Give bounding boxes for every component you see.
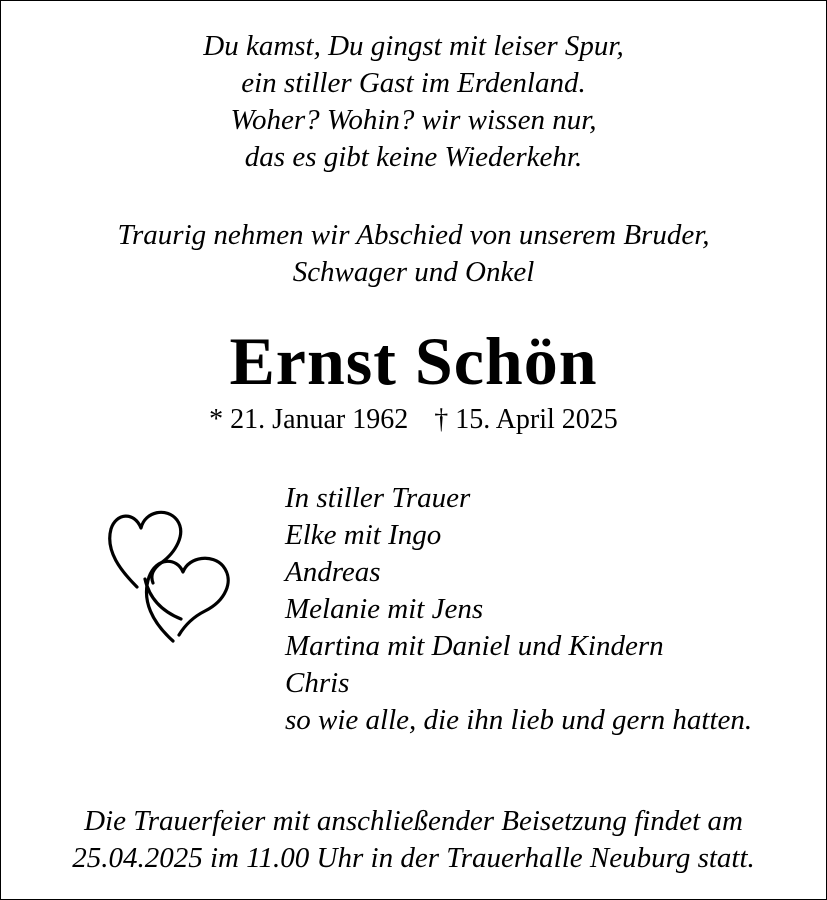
- mourner-line: so wie alle, die ihn lieb und gern hatten.: [285, 704, 753, 736]
- death-date: † 15. April 2025: [434, 404, 618, 435]
- poem-line-4: das es gibt keine Wiederkehr.: [244, 141, 583, 173]
- birth-date: * 21. Januar 1962: [209, 404, 409, 435]
- funeral-info-line-2: 25.04.2025 im 11.00 Uhr in der Trauerhalle Neuburg statt.: [72, 842, 755, 874]
- life-dates: [1, 403, 826, 437]
- mourner-line: Chris: [285, 667, 350, 699]
- funeral-info-line-1: Die Trauerfeier mit anschließender Beisetzung findet am: [84, 805, 743, 837]
- mourner-line: In stiller Trauer: [285, 482, 471, 514]
- mourner-line: Melanie mit Jens: [285, 593, 484, 625]
- poem-line-2: ein stiller Gast im Erdenland.: [241, 67, 586, 99]
- intro-line-2: Schwager und Onkel: [292, 256, 535, 288]
- mourner-line: Martina mit Daniel und Kindern: [285, 630, 664, 662]
- two-hearts-icon: [101, 501, 241, 646]
- deceased-name: Ernst Schön: [229, 323, 598, 399]
- mourners-list: [285, 480, 752, 739]
- poem-line-3: Woher? Wohin? wir wissen nur,: [230, 104, 597, 136]
- intro-line-1: Traurig nehmen wir Abschied von unserem Bruder,: [117, 219, 710, 251]
- mourner-line: Elke mit Ingo: [285, 519, 442, 551]
- mourner-line: Andreas: [285, 556, 381, 588]
- poem-line-1: Du kamst, Du gingst mit leiser Spur,: [203, 30, 624, 62]
